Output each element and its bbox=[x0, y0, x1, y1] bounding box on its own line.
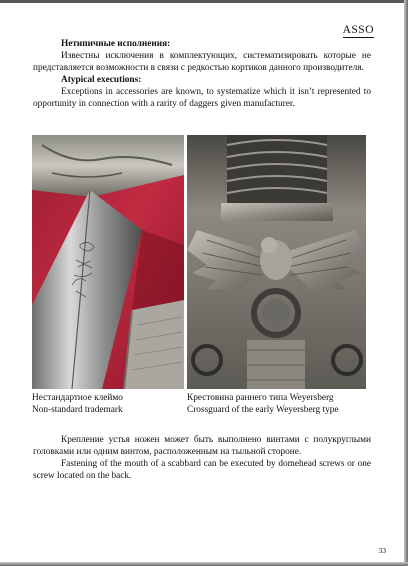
dagger-trademark-photo-icon bbox=[32, 135, 184, 389]
closing-section bbox=[33, 434, 371, 482]
caption-right-ru: Крестовина раннего типа Weyersberg bbox=[187, 393, 334, 403]
en-heading: Atypical executions: bbox=[61, 75, 142, 85]
ru-closing-text: Крепление устья ножен может быть выполнено винтами с полукруглыми головками или одним винтом, расположенным на тыльной стороне. bbox=[33, 435, 371, 457]
intro-section bbox=[33, 38, 371, 110]
figure-caption-right bbox=[187, 393, 377, 416]
page-frame-bottom-shadow bbox=[0, 562, 408, 566]
page-header-title: ASSO bbox=[342, 24, 374, 36]
page-number: 33 bbox=[378, 546, 386, 555]
dagger-trademark-photo bbox=[32, 135, 184, 389]
eagle-crossguard-photo bbox=[187, 135, 366, 389]
eagle-crossguard-photo-icon bbox=[187, 135, 366, 389]
en-intro-text: Exceptions in accessories are known, to systematize which it isn’t represented to opportunity in connection with a rarity of daggers given manufacturer. bbox=[33, 87, 371, 109]
page-frame-top bbox=[0, 0, 408, 3]
ru-heading: Нетипичные исполнения: bbox=[61, 39, 171, 49]
figure-caption-left bbox=[32, 393, 184, 416]
caption-right-en: Crossguard of the early Weyersberg type bbox=[187, 404, 339, 415]
caption-left-en: Non-standard trademark bbox=[32, 404, 123, 415]
page-frame-right-shadow bbox=[404, 0, 408, 566]
caption-left-ru: Нестандартное клеймо bbox=[32, 393, 123, 403]
ru-intro-text: Известны исключения в комплектующих, систематизировать которые не представляется возможности в связи с редкостью кортиков данного производителя. bbox=[33, 51, 371, 73]
en-closing-text: Fastening of the mouth of a scabbard can be executed by domehead screws or one screw located on the back. bbox=[33, 459, 371, 481]
